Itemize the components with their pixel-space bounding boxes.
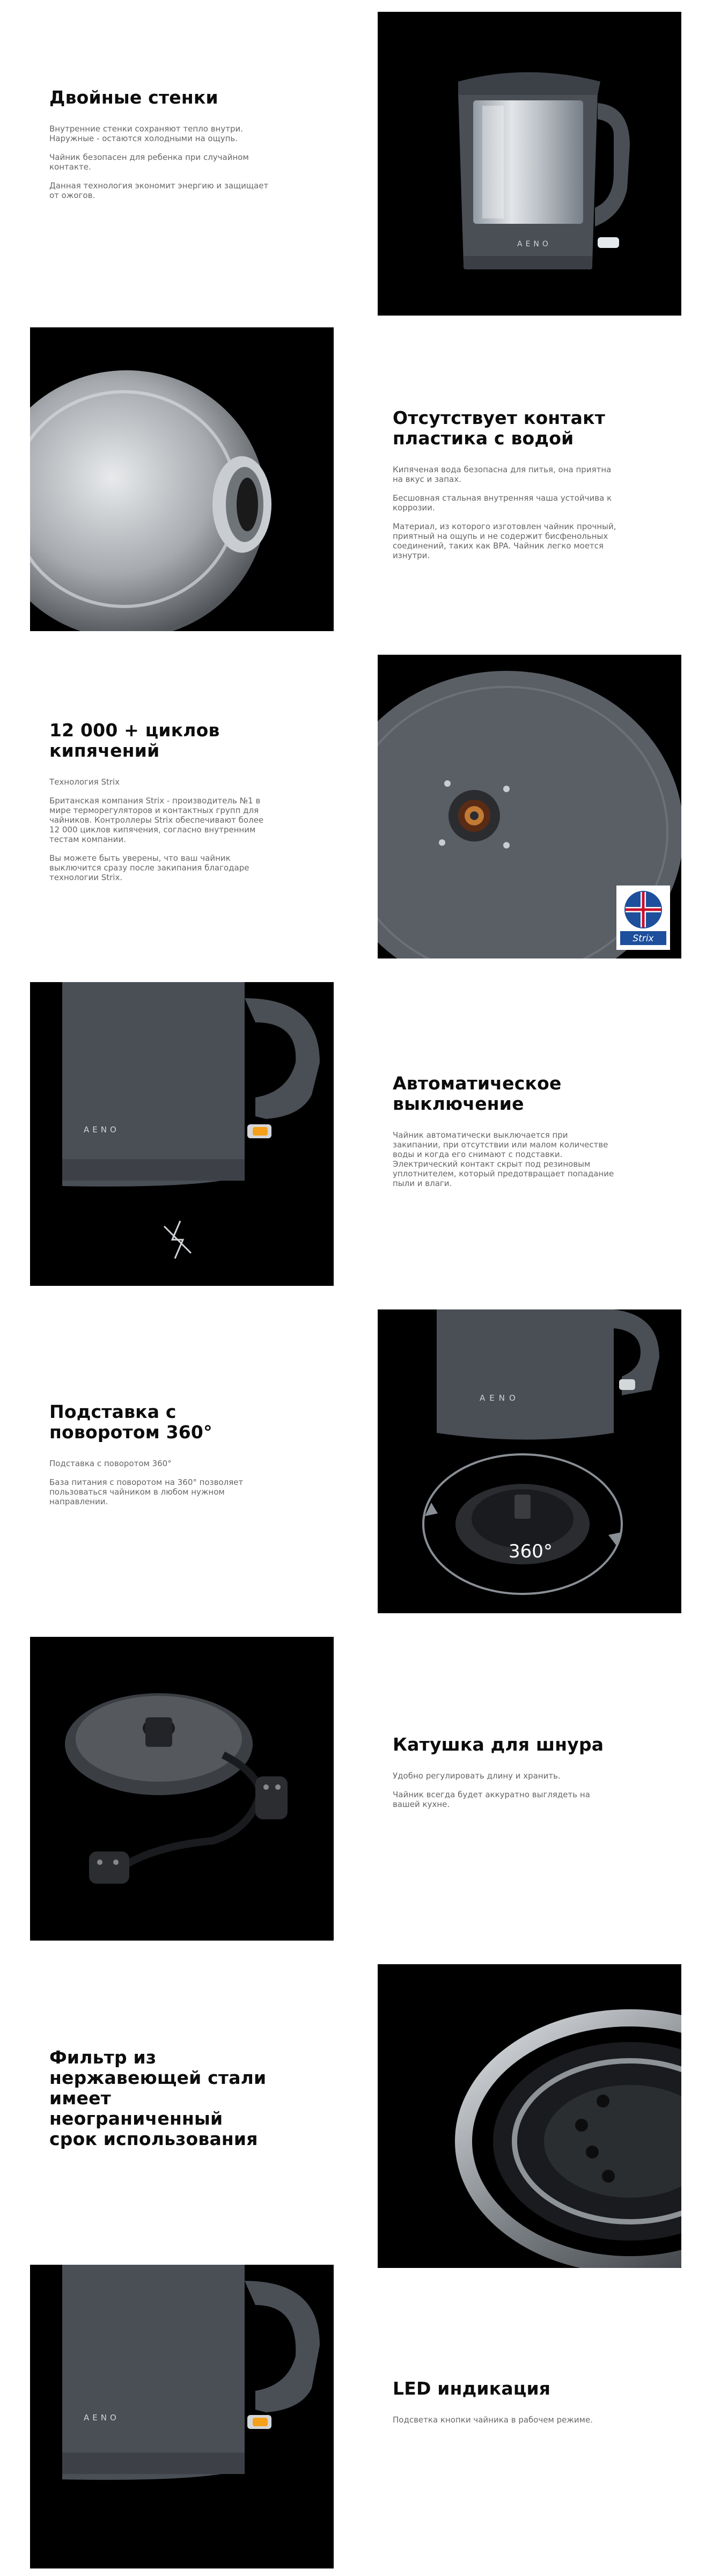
feature-text — [49, 1402, 275, 1516]
feature-title: Подставка с поворотом 360° — [49, 1401, 212, 1443]
feature-text — [49, 2047, 275, 2165]
feature-paragraph: Чайник автоматически выключается при закипании, при отсутствии или малом количестве воды и когда его снимают с подставки. Электрический контакт скрыт под резиновым уплотнителем, который предотвращает попадание пыли и влаги. — [393, 1130, 614, 1188]
feature-text — [49, 720, 275, 891]
steel-filter-photo — [378, 1964, 681, 2268]
feature-paragraph: Бесшовная стальная внутренняя чаша устойчива к коррозии. — [393, 493, 612, 513]
base-cord-photo — [30, 1637, 334, 1941]
feature-paragraph: Кипяченая вода безопасна для питья, она приятна на вкус и запах. — [393, 465, 612, 484]
feature-paragraph: Внутренние стенки сохраняют тепло внутри. Наружные - остаются холодными на ощупь. — [49, 124, 244, 143]
feature-double-walls — [0, 0, 706, 304]
brand-logo: AENO — [480, 1393, 520, 1403]
kettle-glass-photo — [378, 12, 681, 316]
feature-title: Автоматическое выключение — [393, 1073, 562, 1114]
feature-paragraph: Чайник безопасен для ребенка при случайном контакте. — [49, 152, 249, 172]
feature-paragraph: Удобно регулировать длину и хранить. — [393, 1771, 561, 1781]
feature-steel-filter — [0, 1964, 706, 2268]
feature-text — [49, 87, 275, 209]
feature-text — [393, 2379, 618, 2434]
feature-text — [393, 408, 618, 569]
feature-text — [393, 1073, 618, 1197]
feature-paragraph: Британская компания Strix - производитель №1 в мире терморегуляторов и контактных групп для чайников. Контроллеры Strix обеспечивают более 12 000 циклов кипячения, согласно внутренним тестам компании. — [49, 796, 264, 844]
feature-paragraph: Технология Strix — [49, 777, 120, 787]
feature-360-base — [0, 1309, 706, 1613]
brand-logo: AENO — [517, 240, 551, 248]
feature-led — [0, 2265, 706, 2568]
kettle-led-photo — [30, 2265, 334, 2568]
feature-title: 12 000 + циклов кипячений — [49, 720, 220, 761]
feature-title: Фильтр из нержавеющей стали имеет неограниченный срок использования — [49, 2047, 267, 2149]
feature-paragraph: Вы можете быть уверены, что ваш чайник выключится сразу после закипания благодаре технологии Strix. — [49, 853, 249, 882]
feature-title: LED индикация — [393, 2378, 551, 2399]
feature-no-plastic — [0, 327, 706, 631]
feature-paragraph: Чайник всегда будет аккуратно выглядеть на вашей кухне. — [393, 1790, 590, 1809]
kettle-base-photo — [378, 655, 681, 958]
feature-cord-storage — [0, 1637, 706, 1941]
feature-paragraph: Материал, из которого изготовлен чайник прочный, приятный на ощупь и не содержит бисфенольных соединений, таких как BPA. Чайник легко моется изнутри. — [393, 522, 616, 560]
feature-paragraph: Подставка с поворотом 360° — [49, 1459, 172, 1468]
feature-title: Отсутствует контакт пластика с водой — [393, 407, 606, 449]
kettle-side-photo — [30, 982, 334, 1286]
feature-title: Двойные стенки — [49, 87, 218, 108]
feature-auto-off — [0, 982, 706, 1286]
kettle-lid-photo — [30, 327, 334, 631]
power-off-icon — [164, 1221, 191, 1258]
strix-badge — [616, 885, 670, 950]
feature-paragraph: Подсветка кнопки чайника в рабочем режиме. — [393, 2415, 593, 2425]
feature-title: Катушка для шнура — [393, 1734, 604, 1755]
strix-badge-label: Strix — [633, 933, 654, 944]
rotation-label: 360° — [509, 1541, 553, 1562]
feature-text — [393, 1735, 618, 1818]
brand-logo: AENO — [84, 2413, 120, 2423]
kettle-base-rotation-photo — [378, 1309, 681, 1613]
brand-logo: AENO — [84, 1125, 120, 1135]
feature-paragraph: Данная технология экономит энергию и защищает от ожогов. — [49, 181, 269, 200]
feature-strix — [0, 655, 706, 958]
feature-paragraph: База питания с поворотом на 360° позволяет пользоваться чайником в любом нужном направлении. — [49, 1477, 244, 1506]
